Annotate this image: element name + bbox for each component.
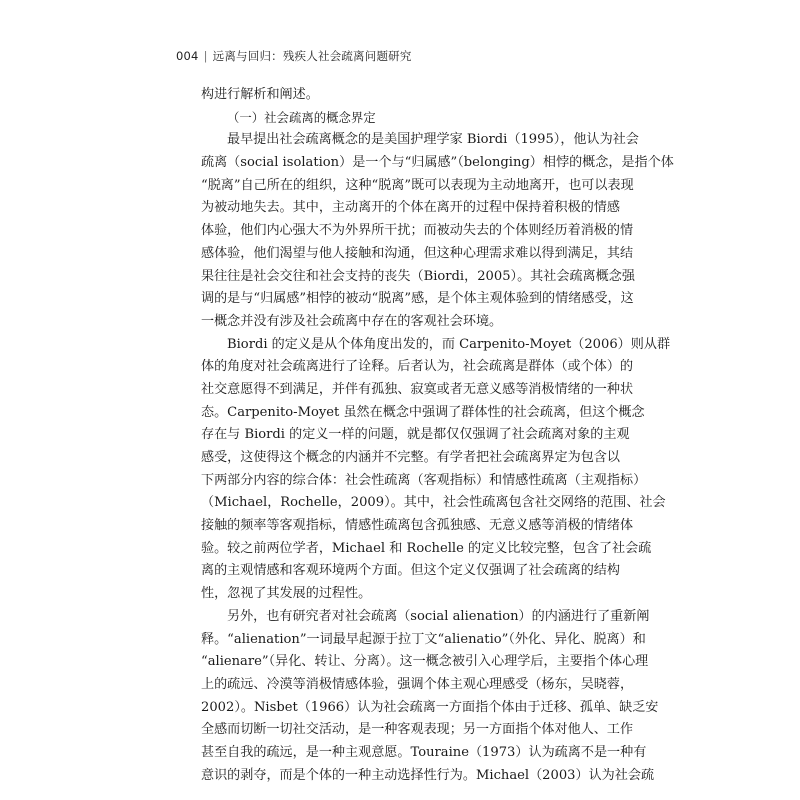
header-separator: | — [203, 49, 208, 63]
text-line: 社交意愿得不到满足，并伴有孤独、寂寞或者无意义感等消极情绪的一种状 — [201, 381, 634, 397]
section-heading: （一）社会疏离的概念界定 — [227, 109, 376, 125]
text-line: 疏离（social isolation）是一个与“归属感”（belonging）相悖的概念，是指个体 — [201, 155, 674, 171]
text-line: 甚至自我的疏远，是一种主观意愿。Touraine（1973）认为疏离不是一种有 — [201, 744, 647, 760]
running-header — [176, 48, 412, 64]
text-line: 释。“alienation”一词最早起源于拉丁文“alienatio”（外化、异化、脱离）和 — [201, 631, 646, 647]
text-line: “脱离”自己所在的组织，这种“脱离”既可以表现为主动地离开，也可以表现 — [201, 177, 634, 193]
book-title: 远离与回归：残疾人社会疏离问题研究 — [212, 49, 412, 63]
text-line: 感体验，他们渴望与他人接触和沟通，但这种心理需求难以得到满足，其结 — [201, 245, 634, 261]
text-line: 一概念并没有涉及社会疏离中存在的客观社会环境。 — [201, 313, 503, 329]
text-line: 最早提出社会疏离概念的是美国护理学家 Biordi（1995），他认为社会 — [227, 132, 639, 148]
text-line: 性，忽视了其发展的过程性。 — [201, 586, 372, 602]
text-line: “alienare”（异化、转让、分离）。这一概念被引入心理学后，主要指个体心理 — [201, 654, 649, 670]
text-line: 果往往是社会交往和社会支持的丧失（Biordi，2005）。其社会疏离概念强 — [201, 268, 635, 284]
text-line: 为被动地失去。其中，主动离开的个体在离开的过程中保持着积极的情感 — [201, 200, 620, 216]
text-line: 2002）。Nisbet（1966）认为社会疏离一方面指个体由于迁移、孤单、缺乏安 — [201, 699, 659, 715]
text-line: 下两部分内容的综合体：社会性疏离（客观指标）和情感性疏离（主观指标） — [201, 472, 647, 488]
text-line: 体验，他们内心强大不为外界所干扰；而被动失去的个体则经历着消极的情 — [201, 223, 634, 239]
text-line: （Michael，Rochelle，2009）。其中，社会性疏离包含社交网络的范围、社会 — [201, 495, 666, 511]
text-line: 上的疏远、冷漠等消极情感体验，强调个体主观心理感受（杨东，吴晓蓉， — [201, 676, 634, 692]
page-number: 004 — [176, 49, 199, 63]
text-line: 感受，这使得这个概念的内涵并不完整。有学者把社会疏离界定为包含以 — [201, 450, 620, 465]
text-line: 意识的剥夺，而是个体的一种主动选择性行为。Michael（2003）认为社会疏 — [201, 767, 655, 783]
text-line: 构进行解析和阐述。 — [201, 87, 319, 102]
text-line: 离的主观情感和客观环境两个方面。但这个定义仅强调了社会疏离的结构 — [201, 563, 620, 579]
text-line: 验。较之前两位学者，Michael 和 Rochelle 的定义比较完整，包含了社会疏 — [201, 540, 652, 556]
text-line: 调的是与“归属感”相悖的被动“脱离”感，是个体主观体验到的情绪感受，这 — [201, 291, 634, 307]
text-line: 存在与 Biordi 的定义一样的问题，就是都仅仅强调了社会疏离对象的主观 — [201, 427, 630, 443]
text-line: 接触的频率等客观指标，情感性疏离包含孤独感、无意义感等消极的情绪体 — [201, 518, 634, 534]
text-line: 态。Carpenito-Moyet 虽然在概念中强调了群体性的社会疏离，但这个概念 — [201, 404, 645, 420]
text-line: Biordi 的定义是从个体角度出发的，而 Carpenito-Moyet（2006）则从群 — [227, 336, 671, 352]
body-text — [201, 84, 674, 787]
text-line: 另外，也有研究者对社会疏离（social alienation）的内涵进行了重新阐 — [227, 608, 650, 624]
text-line: 体的角度对社会疏离进行了诠释。后者认为，社会疏离是群体（或个体）的 — [201, 359, 634, 375]
text-line: 全感而切断一切社交活动，是一种客观表现；另一方面指个体对他人、工作 — [201, 722, 634, 738]
